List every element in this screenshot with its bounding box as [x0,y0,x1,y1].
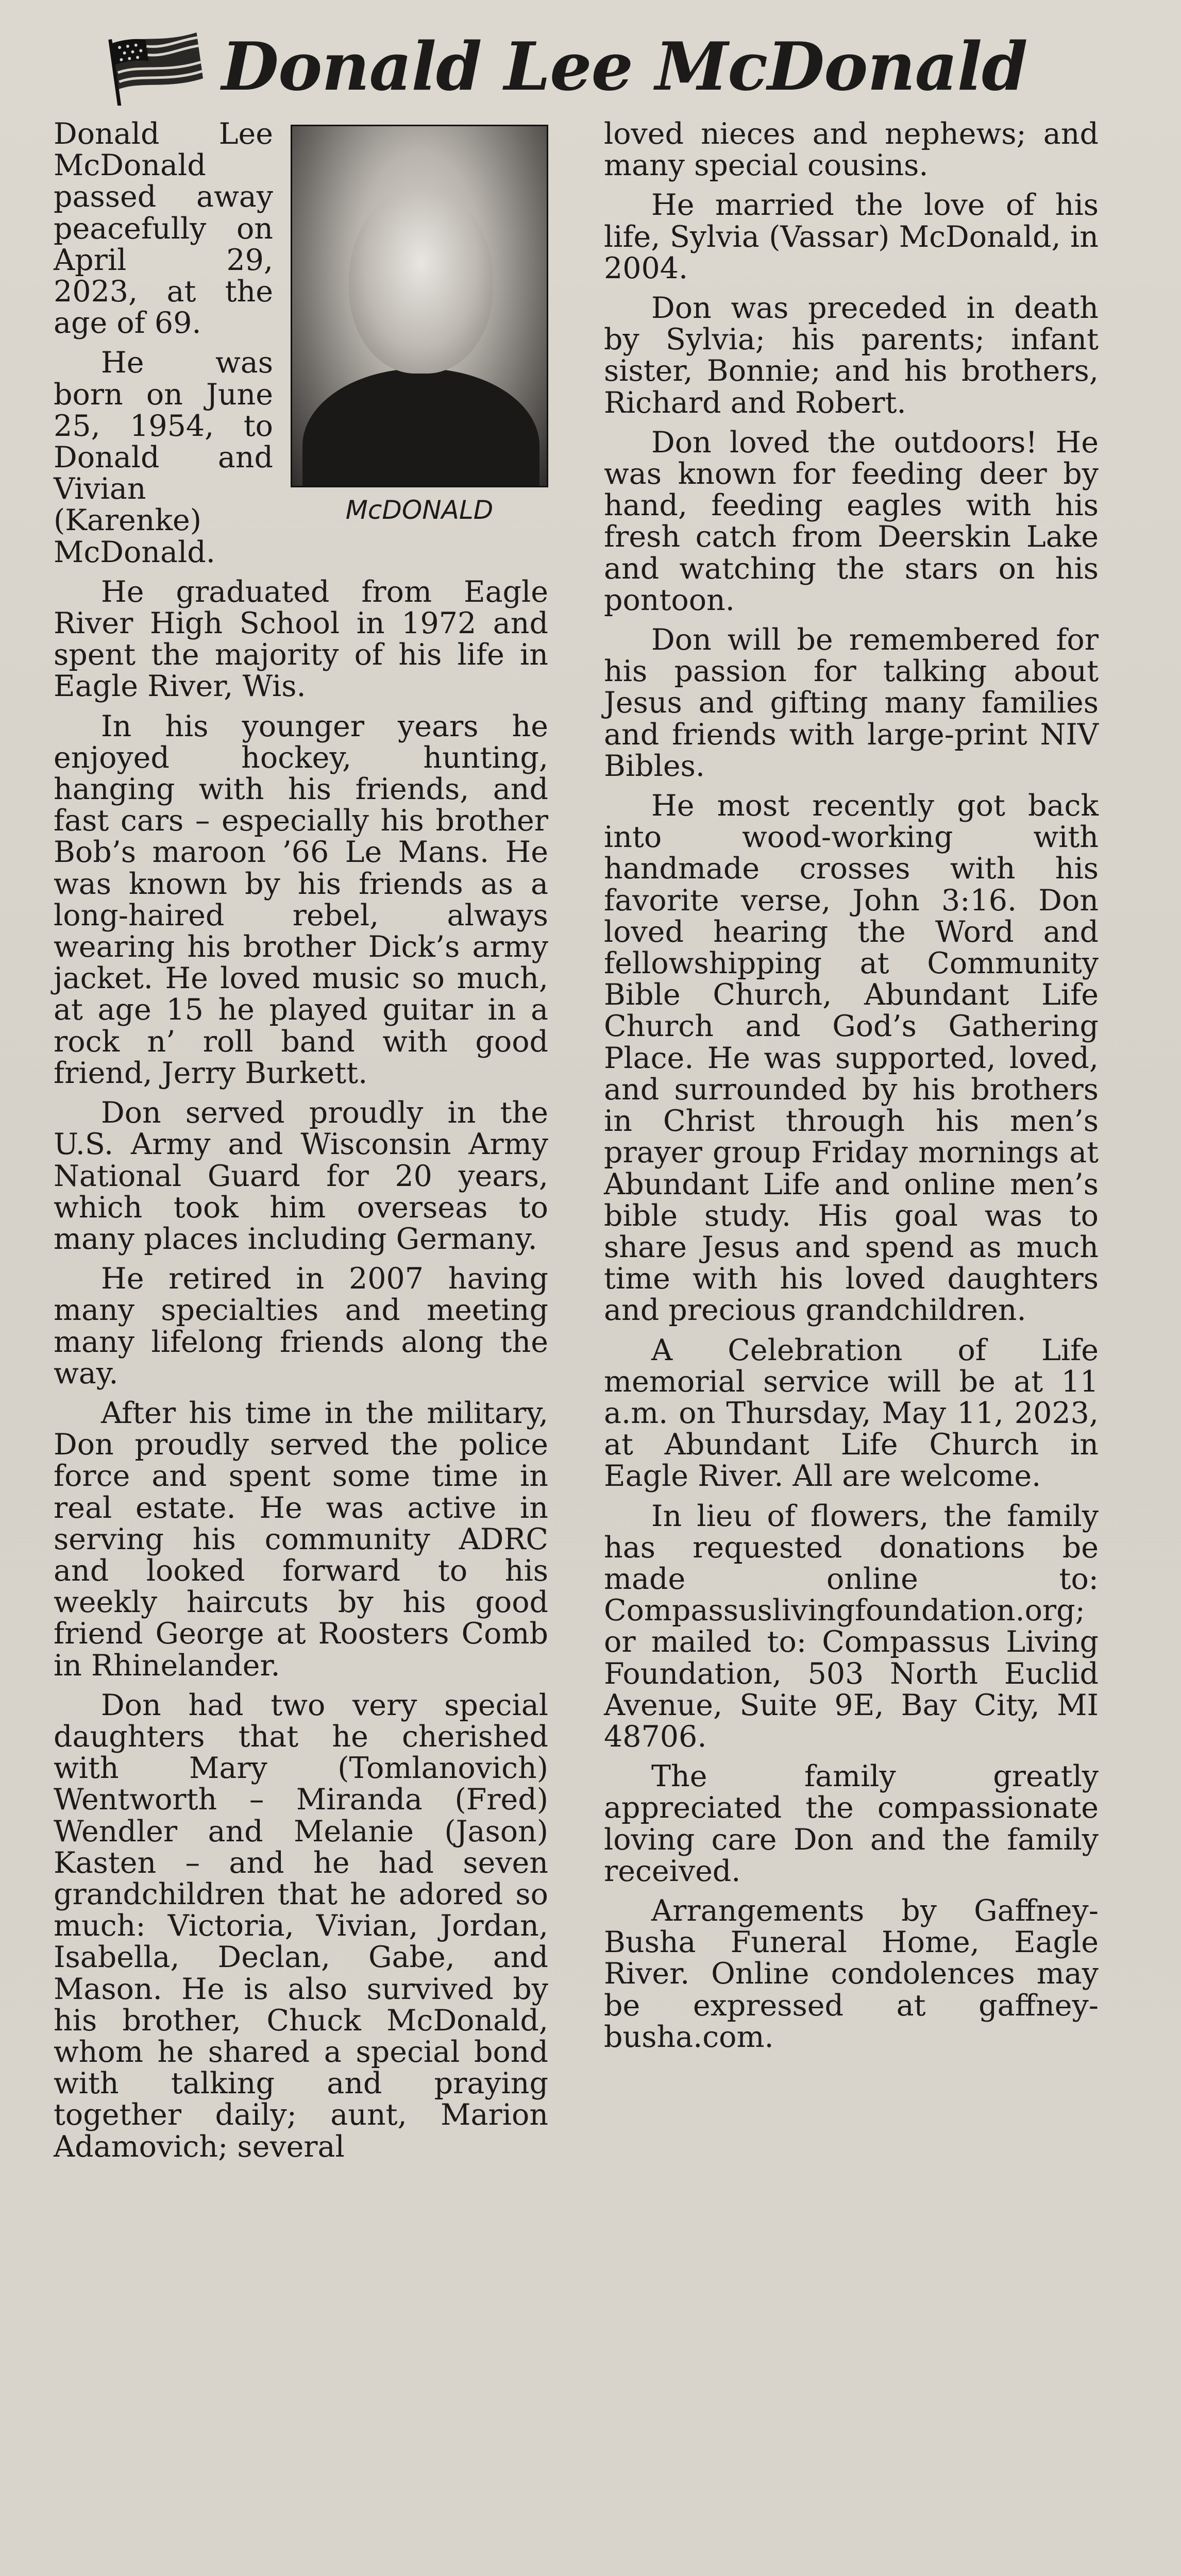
paragraph: He was born on June 25, 1954, to Donald and Vivian (Karenke) McDonald. [54,346,273,569]
right-column [604,118,1099,2061]
obituary-title: Donald Lee McDonald [222,28,1027,106]
paragraph: In lieu of flowers, the family has requested donations be made online to: Compassuslivingfoundation.org; or mailed to: Compassus Living Foundation, 503 North Euclid Avenue, Suite 9E, Bay City, MI 48706. [604,1499,1099,1754]
paragraph: The family greatly appreciated the compassionate loving care Don and the family received. [604,1759,1099,1888]
paragraph: Don had two very special daughters that he cherished with Mary (Tomlanovich) Wentworth – Miranda (Fred) Wendler and Melanie (Jason) Kasten – and he had seven grandchildren that he adored so much: Victoria, Vivian, Jordan, Isabella, Declan, Gabe, and Mason. He is also survived by his brother, Chuck McDonald, whom he shared a special bond with talking and praying together daily; aunt, Marion Adamovich; several [54,1688,548,2164]
header [103,21,1134,113]
paragraph: He graduated from Eagle River High School in 1972 and spent the majority of his life in Eagle River, Wis. [54,574,548,704]
portrait-face [349,188,493,374]
paragraph: Donald Lee McDonald passed away peacefully on April 29, 2023, at the age of 69. [54,117,273,341]
left-column [54,118,548,2171]
paragraph: Don was preceded in death by Sylvia; his parents; infant sister, Bonnie; and his brothers, Richard and Robert. [604,291,1099,420]
paragraph: loved nieces and nephews; and many special cousins. [604,117,1099,183]
paragraph: He most recently got back into wood-working with handmade crosses with his favorite verse, John 3:16. Don loved hearing the Word and fellowshipping at Community Bible Church, Abundant Life Church and God’s Gathering Place. He was supported, loved, and surrounded by his brothers in Christ through his men’s prayer group Friday mornings at Abundant Life and online men’s bible study. His goal was to share Jesus and spend as much time with his loved daughters and precious grandchildren. [604,789,1099,1328]
portrait [291,125,548,526]
photo-caption: McDONALD [345,495,494,525]
paragraph: He retired in 2007 having many specialties and meeting many lifelong friends along the way. [54,1262,548,1391]
portrait-shoulders [302,368,539,487]
paragraph: Arrangements by Gaffney-Busha Funeral Home, Eagle River. Online condolences may be expressed at gaffney-busha.com. [604,1893,1099,2054]
paragraph: A Celebration of Life memorial service will be at 11 a.m. on Thursday, May 11, 2023, at Abundant Life Church in Eagle River. All are welcome. [604,1333,1099,1494]
paragraph: After his time in the military, Don proudly served the police force and spent some time in real estate. He was active in serving his community ADRC and looked forward to his weekly haircuts by his good friend George at Roosters Comb in Rhinelander. [54,1396,548,1683]
paragraph: In his younger years he enjoyed hockey, hunting, hanging with his friends, and fast cars – especially his brother Bob’s maroon ’66 Le Mans. He was known by his friends as a long-haired rebel, always wearing his brother Dick’s army jacket. He loved music so much, at age 15 he played guitar in a rock n’ roll band with good friend, Jerry Burkett. [54,709,548,1090]
paragraph: Don loved the outdoors! He was known for feeding deer by hand, feeding eagles with his fresh catch from Deerskin Lake and watching the stars on his pontoon. [604,425,1099,617]
paragraph: Don served proudly in the U.S. Army and Wisconsin Army National Guard for 20 years, which took him overseas to many places including Germany. [54,1096,548,1256]
american-flag-icon [103,28,206,106]
paragraph: He married the love of his life, Sylvia (Vassar) McDonald, in 2004. [604,188,1099,285]
paragraph: Don will be remembered for his passion for talking about Jesus and gifting many families and friends with large-print NIV Bibles. [604,623,1099,783]
portrait-photo [291,125,548,487]
